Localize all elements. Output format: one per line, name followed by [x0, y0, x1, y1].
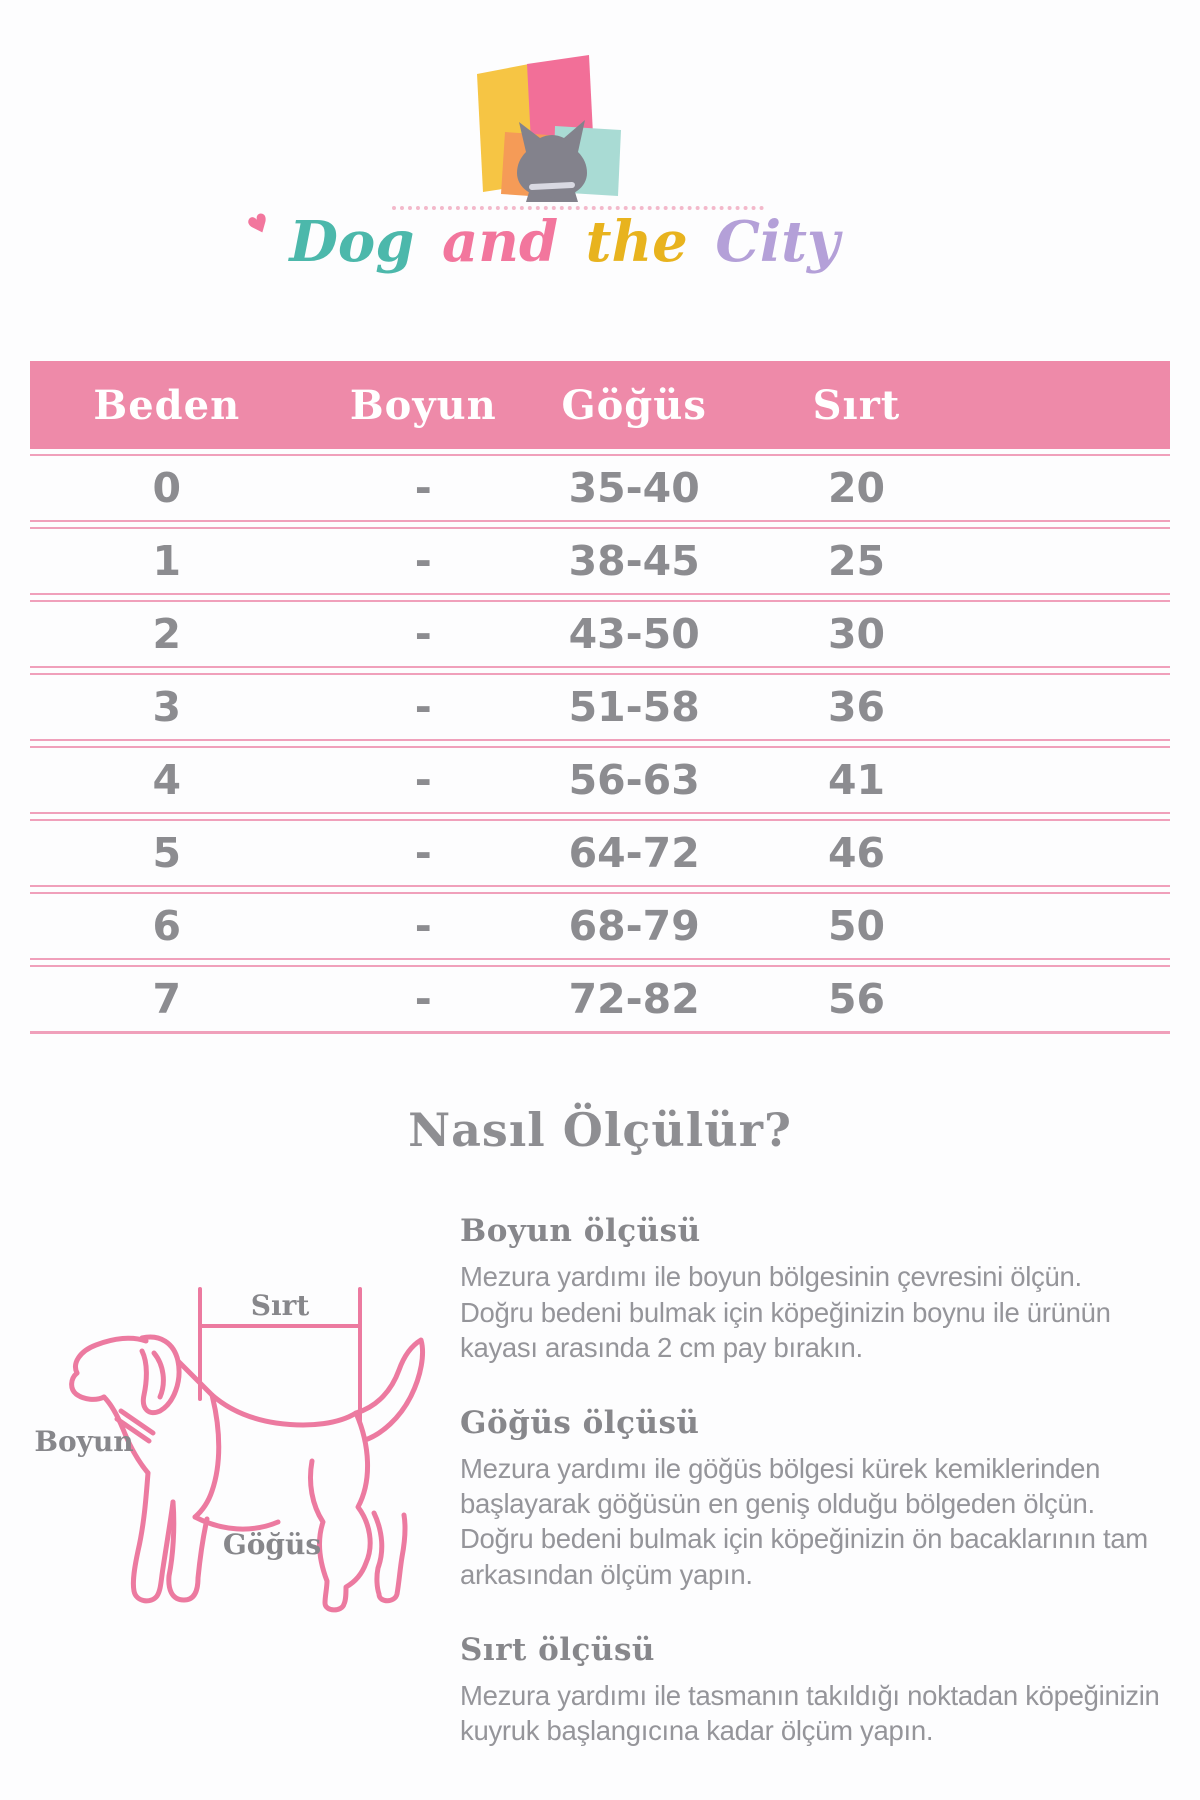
brand-word-and: and: [441, 209, 559, 275]
cell-boyun: -: [304, 892, 543, 960]
cell-sirt: 56: [725, 965, 987, 1034]
table-row: [30, 600, 1170, 668]
cell-boyun: -: [304, 454, 543, 522]
diagram-chest-label: Göğüs: [222, 1528, 322, 1562]
brand-logo: [0, 0, 1200, 274]
cell-sirt: 25: [725, 527, 987, 595]
cell-beden: 7: [30, 965, 304, 1034]
col-header-gogus: Göğüs: [543, 361, 725, 449]
cell-gogus: 68-79: [543, 892, 725, 960]
cell-beden: 3: [30, 673, 304, 741]
table-row: [30, 673, 1170, 741]
cell-beden: 6: [30, 892, 304, 960]
cell-spacer: [988, 600, 1170, 668]
dog-measurement-diagram: [22, 1213, 460, 1788]
cell-boyun: -: [304, 527, 543, 595]
chest-measure-text: Mezura yardımı ile göğüs bölgesi kürek kemiklerinden başlayarak göğüsün en geniş olduğu bölgeden ölçün. Doğru bedeni bulmak için köpeğinizin ön bacaklarının tam arkasından ölçüm yapın.: [460, 1452, 1148, 1590]
cell-boyun: -: [304, 673, 543, 741]
table-row: [30, 527, 1170, 595]
cell-spacer: [988, 454, 1170, 522]
diagram-back-label: Sırt: [250, 1289, 310, 1323]
cell-spacer: [988, 746, 1170, 814]
cell-boyun: -: [304, 819, 543, 887]
cell-beden: 5: [30, 819, 304, 887]
measure-instructions: [460, 1213, 1178, 1788]
cell-sirt: 20: [725, 454, 987, 522]
cell-spacer: [988, 965, 1170, 1034]
dog-outline: [72, 1337, 423, 1610]
brand-word-the: the: [585, 209, 688, 275]
cell-spacer: [988, 819, 1170, 887]
cell-gogus: 38-45: [543, 527, 725, 595]
table-row: [30, 819, 1170, 887]
cell-beden: 0: [30, 454, 304, 522]
cell-sirt: 46: [725, 819, 987, 887]
brand-word-city: City: [715, 209, 840, 275]
cell-gogus: 43-50: [543, 600, 725, 668]
col-header-beden: Beden: [30, 361, 304, 449]
cell-sirt: 30: [725, 600, 987, 668]
header-row: [30, 361, 1170, 449]
col-header-sirt: Sırt: [725, 361, 987, 449]
heart-icon: ♥: [243, 206, 276, 243]
cell-sirt: 41: [725, 746, 987, 814]
cell-spacer: [988, 673, 1170, 741]
cell-gogus: 72-82: [543, 965, 725, 1034]
cell-sirt: 50: [725, 892, 987, 960]
col-header-boyun: Boyun: [304, 361, 543, 449]
brand-wordmark: [0, 206, 1144, 275]
table-row: [30, 746, 1170, 814]
cell-boyun: -: [304, 746, 543, 814]
how-to-measure-title: Nasıl Ölçülür?: [408, 1103, 792, 1158]
cell-gogus: 51-58: [543, 673, 725, 741]
neck-measure-heading: Boyun ölçüsü: [460, 1213, 701, 1250]
cell-boyun: -: [304, 965, 543, 1034]
cell-gogus: 56-63: [543, 746, 725, 814]
size-chart-body: [30, 454, 1170, 1034]
back-measure-heading: Sırt ölçüsü: [460, 1631, 655, 1668]
diagram-neck-label: Boyun: [34, 1425, 134, 1459]
cell-beden: 1: [30, 527, 304, 595]
back-measure-text: Mezura yardımı ile tasmanın takıldığı noktadan köpeğinizin kuyruk başlangıcına kadar ölçüm yapın.: [460, 1679, 1160, 1746]
neck-measure-text: Mezura yardımı ile boyun bölgesinin çevresini ölçün. Doğru bedeni bulmak için köpeğinizin boynu ile ürünün kayası arasında 2 cm pay bırakın.: [460, 1261, 1111, 1363]
size-chart-header: [30, 361, 1170, 449]
brand-word-dog: Dog: [289, 209, 415, 275]
cell-beden: 4: [30, 746, 304, 814]
dog-diagram-svg: [22, 1251, 442, 1651]
col-header-spacer: [988, 361, 1170, 449]
how-to-measure-section: [0, 1213, 1200, 1788]
cell-beden: 2: [30, 600, 304, 668]
cell-sirt: 36: [725, 673, 987, 741]
cell-gogus: 64-72: [543, 819, 725, 887]
cell-spacer: [988, 892, 1170, 960]
size-chart-table: [30, 356, 1170, 1039]
table-row: [30, 965, 1170, 1034]
cell-boyun: -: [304, 600, 543, 668]
cell-gogus: 35-40: [543, 454, 725, 522]
table-row: [30, 892, 1170, 960]
table-row: [30, 454, 1170, 522]
chest-measure-heading: Göğüs ölçüsü: [460, 1404, 700, 1441]
cell-spacer: [988, 527, 1170, 595]
city-buildings-graphic: [471, 52, 626, 202]
